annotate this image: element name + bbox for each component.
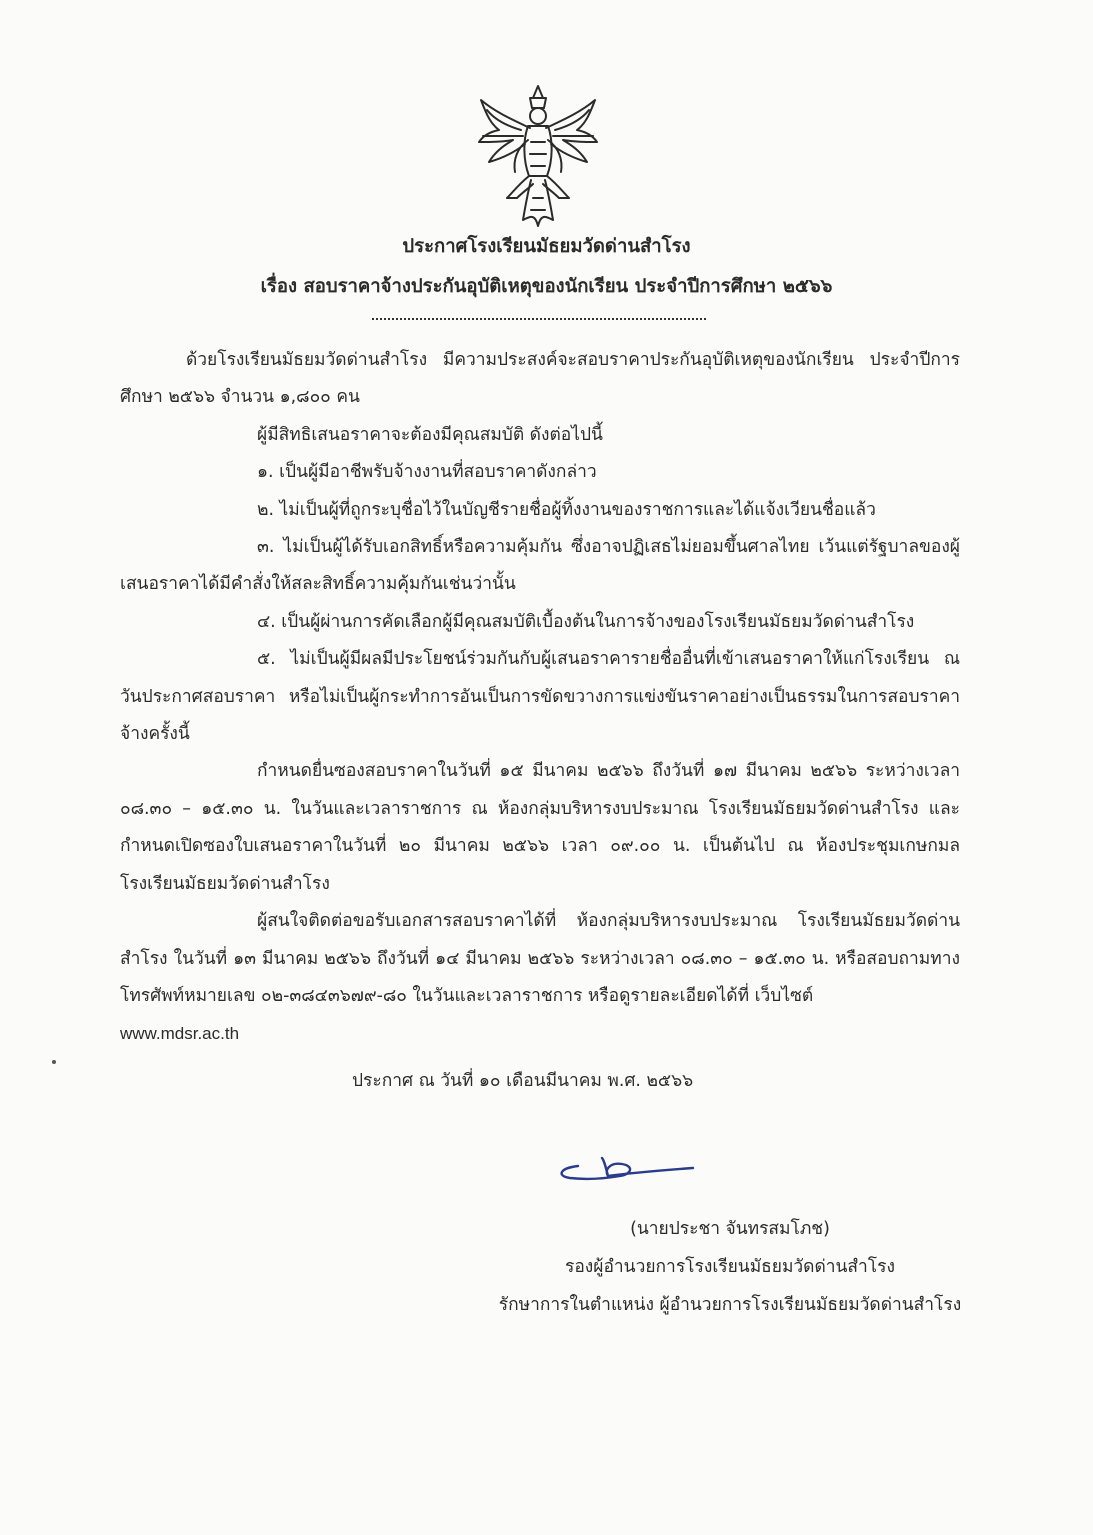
submission-paragraph: กำหนดยื่นซองสอบราคาในวันที่ ๑๕ มีนาคม ๒๕๖๖ ถึงวันที่ ๑๗ มีนาคม ๒๕๖๖ ระหว่างเวลา ๐๘.๓๐ – ๑๕.๓๐ น. ในวันและเวลาราชการ ณ ห้องกลุ่มบริหารงบประมาณ โรงเรียนมัธยมวัดด่านสำโรง และกำหนดเปิดซองใบเสนอราคาในวันที่ ๒๐ มีนาคม ๒๕๖๖ เวลา ๐๙.๐๐ น. เป็นต้นไป ณ ห้องประชุมเกษกมล โรงเรียนมัธยมวัดด่านสำโรง	[120, 761, 960, 894]
announcement-body	[120, 342, 960, 1054]
signatory-acting: รักษาการในตำแหน่ง ผู้อำนวยการโรงเรียนมัธยมวัดด่านสำโรง	[498, 1295, 962, 1315]
qualifications-intro: ผู้มีสิทธิเสนอราคาจะต้องมีคุณสมบัติ ดังต่อไปนี้	[257, 424, 603, 445]
contact-paragraph: ผู้สนใจติดต่อขอรับเอกสารสอบราคาได้ที่ ห้องกลุ่มบริหารงบประมาณ โรงเรียนมัธยมวัดด่านสำโรง ในวันที่ ๑๓ มีนาคม ๒๕๖๖ ถึงวันที่ ๑๔ มีนาคม ๒๕๖๖ ระหว่างเวลา ๐๘.๓๐ – ๑๕.๓๐ น. หรือสอบถามทางโทรศัพท์หมายเลข ๐๒-๓๘๔๓๖๗๙-๘๐ ในวันและเวลาราชการ หรือดูรายละเอียดได้ที่ เว็บไซต์	[120, 911, 960, 1006]
announcement-subject: เรื่อง สอบราคาจ้างประกันอุบัติเหตุของนักเรียน ประจำปีการศึกษา ๒๕๖๖	[260, 276, 833, 297]
signature-icon	[548, 1150, 698, 1200]
qualification-item: ๕. ไม่เป็นผู้มีผลมีประโยชน์ร่วมกันกับผู้เสนอราคารายชื่ออื่นที่เข้าเสนอราคาให้แก่โรงเรียน ณ วันประกาศสอบราคา หรือไม่เป็นผู้กระทำการอันเป็นการขัดขวางการแข่งขันราคาอย่างเป็นธรรมในการสอบราคาจ้างครั้งนี้	[120, 649, 960, 745]
website-link[interactable]: www.mdsr.ac.th	[120, 1024, 240, 1044]
qualification-item: ๓. ไม่เป็นผู้ได้รับเอกสิทธิ์หรือความคุ้มกัน ซึ่งอาจปฏิเสธไม่ยอมขึ้นศาลไทย เว้นแต่รัฐบาลของผู้เสนอราคาได้มีคำสั่งให้สละสิทธิ์ความคุ้มกันเช่นว่านั้น	[120, 537, 960, 595]
announcement-title: ประกาศโรงเรียนมัธยมวัดด่านสำโรง	[402, 236, 691, 257]
dotted-divider	[372, 318, 706, 320]
intro-paragraph: ด้วยโรงเรียนมัธยมวัดด่านสำโรง มีความประสงค์จะสอบราคาประกันอุบัติเหตุของนักเรียน ประจำปีการศึกษา ๒๕๖๖ จำนวน ๑,๘๐๐ คน	[120, 350, 960, 408]
qualification-item: ๒. ไม่เป็นผู้ที่ถูกระบุชื่อไว้ในบัญชีรายชื่อผู้ทิ้งงานของราชการและได้แจ้งเวียนชื่อแล้ว	[257, 499, 876, 520]
qualification-item: ๑. เป็นผู้มีอาชีพรับจ้างงานที่สอบราคาดังกล่าว	[257, 462, 597, 483]
signature-block	[300, 1210, 1093, 1324]
announce-date: ประกาศ ณ วันที่ ๑๐ เดือนมีนาคม พ.ศ. ๒๕๖๖	[352, 1071, 694, 1091]
signatory-name: (นายประชา จันทรสมโภช)	[630, 1219, 830, 1239]
signatory-position: รองผู้อำนวยการโรงเรียนมัธยมวัดด่านสำโรง	[565, 1257, 895, 1277]
paper-speck	[52, 1060, 56, 1064]
qualification-item: ๔. เป็นผู้ผ่านการคัดเลือกผู้มีคุณสมบัติเบื้องต้นในการจ้างของโรงเรียนมัธยมวัดด่านสำโรง	[257, 611, 915, 632]
garuda-emblem-icon	[473, 80, 603, 230]
